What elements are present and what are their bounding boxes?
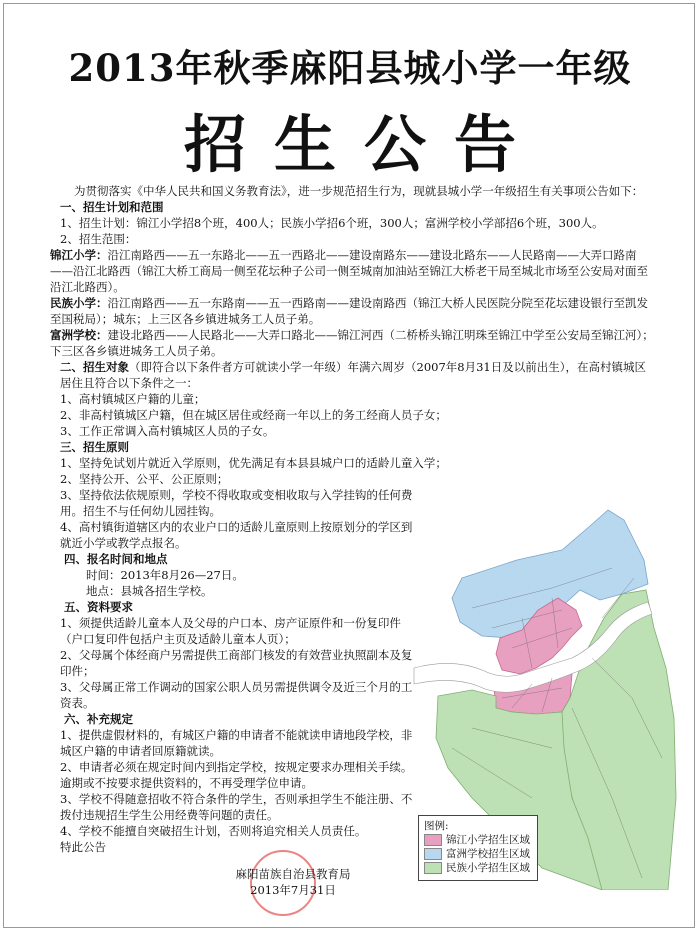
- legend-item-jinjiang: [424, 833, 532, 847]
- section6-heading: 六、补充规定: [64, 712, 133, 726]
- section5-item: 2、父母属个体经商户另需提供工商部门核发的有效营业执照副本及复印件；: [60, 648, 413, 678]
- section3-item: 4、高村镇街道辖区内的农业户口的适龄儿童原则上按原划分的学区到就近小学或教学点报名。: [60, 520, 413, 550]
- registration-time: 时间：2013年8月26—27日。: [86, 568, 244, 582]
- legend-label: 锦江小学招生区域: [446, 834, 530, 846]
- section2-item: 3、工作正常调入高村镇城区人员的子女。: [60, 424, 275, 438]
- jinjiang-text: 沿江南路西——五一东路北——五一西路北——建设南路东——建设北路东——人民路南——大弄口路南——沿江北路西（锦江大桥工商局一侧至花坛种子公司一侧至城南加油站至锦江大桥老干局至城北市场至公安局对面至沿江北路西）。: [50, 248, 648, 294]
- section6-item: 1、提供虚假材料的，有城区户籍的申请者不能就读申请地段学校，非城区户籍的申请者回原籍就读。: [60, 728, 413, 758]
- legend-item-minzu: [424, 861, 532, 875]
- section3-heading: 三、招生原则: [60, 440, 129, 454]
- legend-title: 图例:: [424, 820, 449, 832]
- jinjiang-range: [50, 247, 654, 295]
- section6-item: 2、申请者必须在规定时间内到指定学校，按规定要求办理相关手续。逾期或不按要求提供资料的，不再受理学位申请。: [60, 760, 413, 790]
- section2-heading-rest: （即符合以下条件者方可就读小学一年级）年满六周岁（2007年8月31日及以前出生），在高村镇城区居住且符合以下条件之一：: [60, 360, 646, 390]
- legend-swatch-green: [424, 862, 442, 874]
- registration-place: 地点：县城各招生学校。: [86, 584, 213, 598]
- legend-label: 富洲学校招生区域: [446, 848, 530, 860]
- section2-paragraph: [50, 359, 654, 391]
- fuzhou-text: 建设北路西——人民路北——大弄口路北——锦江河西（二桥桥头锦江明珠至锦江中学至公安局至锦江河）；下三区各乡镇进城务工人员子弟。: [50, 328, 654, 358]
- section1-heading: 一、招生计划和范围: [60, 200, 164, 214]
- closing-text: 特此公告: [60, 840, 106, 854]
- section3-item: 3、坚持依法依规原则，学校不得收取或变相收取与入学挂钩的任何费用。招生不与任何幼儿园挂钩。: [60, 488, 413, 518]
- section2-item: 2、非高村镇城区户籍，但在城区居住或经商一年以上的务工经商人员子女；: [60, 408, 447, 422]
- minzu-range: [50, 295, 654, 327]
- range-label: 2、招生范围：: [60, 232, 137, 246]
- intro-paragraph: 为贯彻落实《中华人民共和国义务教育法》，进一步规范招生行为，现就县城小学一年级招生有关事项公告如下：: [74, 184, 644, 198]
- page-title-line1: 2013年秋季麻阳县城小学一年级: [68, 46, 632, 90]
- plan-text: 1、招生计划：锦江小学招8个班，400人；民族小学招6个班，300人；富洲学校小学部招6个班，300人。: [60, 216, 604, 230]
- signature-block: [218, 866, 368, 898]
- section5-heading: 五、资料要求: [64, 600, 133, 614]
- legend-swatch-pink: [424, 834, 442, 846]
- section4-heading: 四、报名时间和地点: [64, 552, 168, 566]
- section3-item: 2、坚持公开、公平、公正原则；: [60, 472, 229, 486]
- section6-item: 4、学校不能擅自突破招生计划，否则将追究相关人员责任。: [60, 824, 367, 838]
- jinjiang-label: 锦江小学：: [50, 248, 108, 262]
- issue-date: 2013年7月31日: [250, 883, 336, 897]
- section6-item: 3、学校不得随意招收不符合条件的学生，否则承担学生不能注册、不拨付违规招生学生公用经费等问题的责任。: [60, 792, 413, 822]
- page-title-line2: 招生公告: [183, 108, 544, 181]
- section3-item: 1、坚持免试划片就近入学原则，优先满足有本县县城户口的适龄儿童入学；: [60, 456, 447, 470]
- legend-label: 民族小学招生区域: [446, 862, 530, 874]
- legend-swatch-blue: [424, 848, 442, 860]
- minzu-text: 沿江南路西——五一东路南——五一西路南——建设南路西（锦江大桥人民医院分院至花坛建设银行至凯发至国税局）；城东；上三区各乡镇进城务工人员子弟。: [50, 296, 648, 326]
- map-legend: [418, 815, 538, 881]
- fuzhou-label: 富洲学校：: [50, 328, 108, 342]
- section2-heading: 二、招生对象: [60, 360, 129, 374]
- section5-item: 1、须提供适龄儿童本人及父母的户口本、房产证原件和一份复印件（户口复印件包括户主页及适龄儿童本人页）；: [60, 616, 401, 646]
- legend-item-fuzhou: [424, 847, 532, 861]
- minzu-label: 民族小学：: [50, 296, 108, 310]
- fuzhou-range: [50, 327, 654, 359]
- issuing-org: 麻阳苗族自治县教育局: [235, 867, 351, 881]
- section5-item: 3、父母属正常工作调动的国家公职人员另需提供调令及近三个月的工资表。: [60, 680, 413, 710]
- section2-item: 1、高村镇城区户籍的儿童；: [60, 392, 206, 406]
